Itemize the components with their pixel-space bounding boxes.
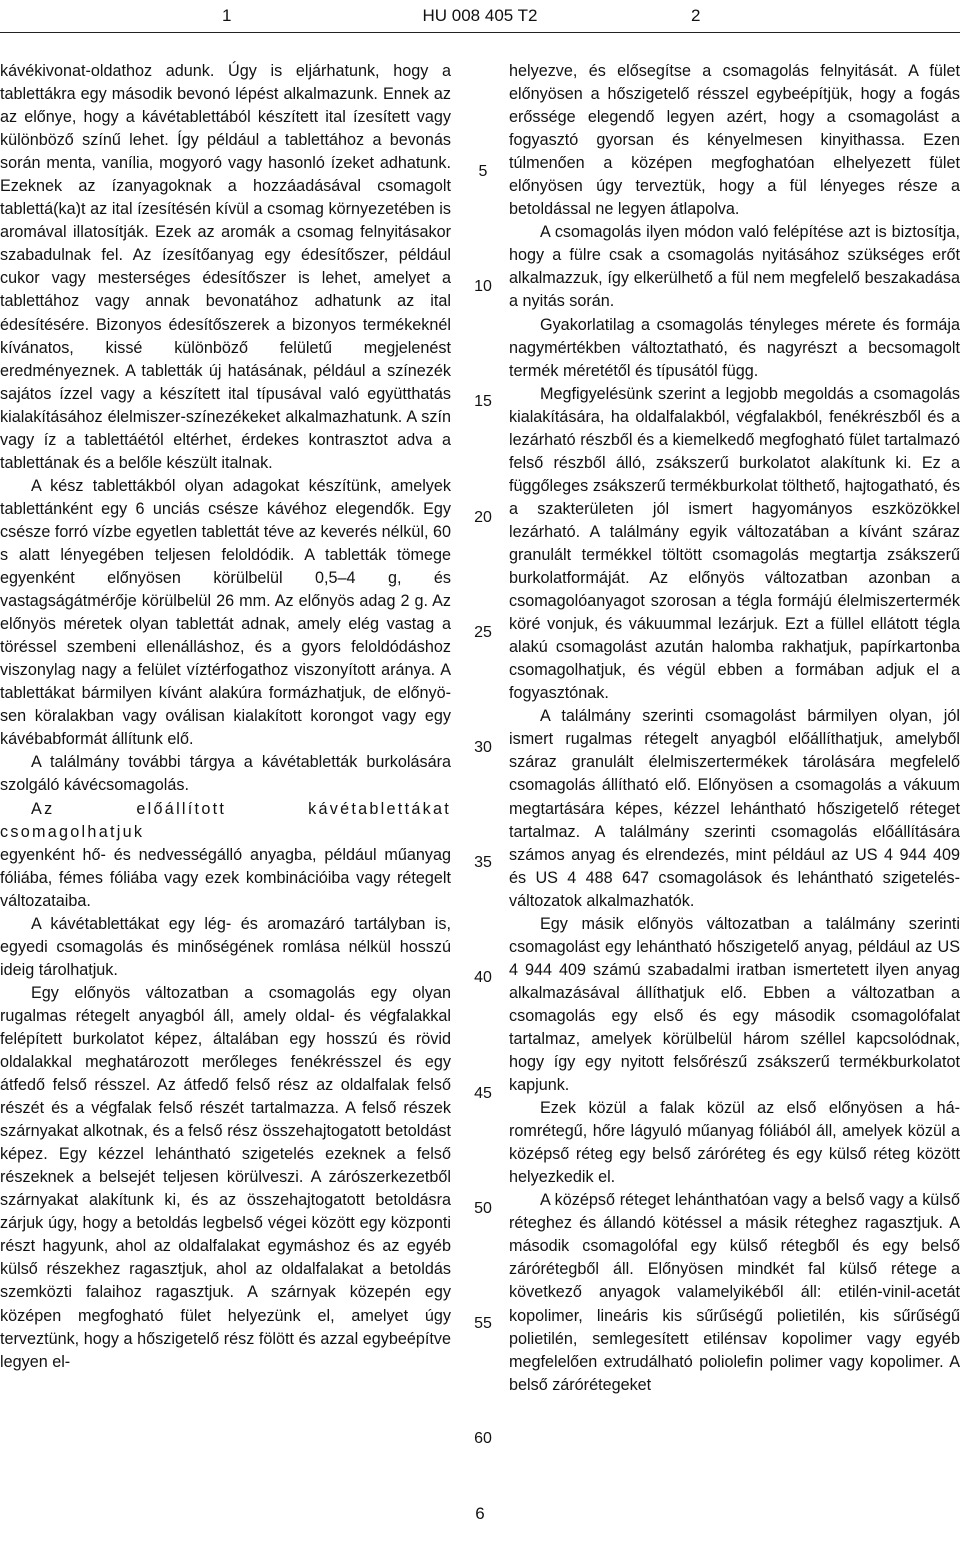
paragraph: helyezve, és elősegítse a csomagolás felnyitását. A fület előnyösen a hőszigetelő résszel egybeépítjük, hogy a fogás erőssége elegendő legyen azért, hogy a csomagolást a fogyasztó gyorsan és kényelmesen kinyithassa. Ezen túlmenően a középen megfoghatóan elhelyezett fület előnyösen úgy terveztük, hogy a fül lényeges része a betoldással ne legyen átlapolva.	[509, 62, 960, 219]
left-text-column	[0, 60, 451, 1374]
line-number: 60	[474, 1430, 492, 1448]
paragraph: A középső réteget lehánthatóan vagy a belső vagy a külső réteghez és állandó kötéssel a másik réteghez ragasztjuk. A második csomagolófal egy külső rétegből és egy belső zárórétegből áll. Előnyösen mindkét fal külső rétege a következő anyagok valamelyikéből áll: etilén-vinil-acetát kopolimer, lineáris kis sűrűségű polietilén, kis sűrűségű polietilén, semlegesített etilénsav kopolimer vagy egyéb megfelelően extrudálható poliolefin polimer vagy kopolimer. A belső zárórétegeket	[509, 1191, 960, 1394]
paragraph: A kávétablettákat egy lég- és aromazáró tartályban is, egyedi csomagolás és minőségének romlása nélkül hosszú ideig tárolhatjuk.	[0, 914, 451, 979]
paragraph: Egy előnyös változatban a csomagolás egy olyan rugalmas rétegelt anyagból áll, amely oldal- és végfalakkal felépített burkolatot képez, általában egy hosszú és rövid oldalakkal meghatározott merőleges fenékrésszel és egy átfedő felső résszel. Az átfedő felső rész az oldalfalak felső részét és a végfalak felső részét tartalmazza. A felső részek szárnyakat alkotnak, és a felső rész összehajtogatott betoldást képez. Egy kézzel lehántható szigetelés ezeknek a felső részeknek a belsejét teljesen körülveszi. A zárószerkezetből szárnyakat alakítunk ki, és az összehajtogatott betoldásra zárjuk úgy, hogy a betoldás legbelső végei között egy központi részt hagyunk, ahol az oldalfalakat egymáshoz és az egyéb külső részekhez ragasztjuk, ahol az oldalfalakat a betoldás szemközti falaihoz ragasztjuk. A szárnyak közepén egy középen megfogható fület helyezünk el, amelyet úgy terveztünk, hogy a hőszigetelő rész fölött és azzal egybeépítve legyen el-	[0, 983, 451, 1371]
line-number: 35	[474, 854, 492, 872]
paragraph: A kész tablettákból olyan adagokat készítünk, amelyek tablettánként egy 6 unciás csésze kávéhoz elegendők. Egy csésze forró vízbe egyetlen tablettát téve az keverés nélkül, 60 s alatt lényegében teljesen feloldódik. A tabletták tömege egyenként előnyösen körülbelül 0,5–4 g, és vastagságátmérője körülbelül 26 mm. Az előnyös adag 2 g. Az előnyös méretek olyan tablettát adnak, amely elég vastag a töréssel szembeni ellenálláshoz, és a gyors feloldódáshoz viszonylag nagy a felület víztérfogathoz viszonyított aránya. A tablettákat bármilyen kívánt alakúra formázhatjuk, de előnyösen köralakban vagy oválisan kialakított korongot vagy egy kávébabformát állítunk elő.	[0, 476, 451, 749]
page-header	[0, 4, 960, 28]
line-number: 20	[474, 508, 492, 526]
paragraph: kávékivonat-oldathoz adunk. Úgy is eljárhatunk, hogy a tablettákra egy második bevonó lépést alkalmazunk. Ennek az az előnye, hogy a kávétablettából készített ital ízesített vagy különböző színű lehet. Így például a tablettához a bevonás során menta, vanília, mogyoró vagy hasonló ízeket adhatunk. Ezeknek az ízanyagoknak a hozzáadásával csomagolt tablettá(ka)t az ital ízesítésén kívül a csomag környezetében is aromával illatosítják. Ezek az aromák a csomag felnyitásakor szabadulnak fel. Az ízesítőanyag egy édesítőszer, például cukor vagy mesterséges édesítőszer is lehet, amelyet a tablettához vagy annak bevonatához adhatunk az ital édesítésére. Bizonyos édesítőszerek a bizonyos termékeknél kívánatos, kissé különböző felületű megjelenést eredményeznek. A tabletták új hatásának, például a színezék sajátos ízzel vagy a készített ital típusával való együtthatás kialakításához élelmiszer-színezékeket alkalmazhatunk. A szín vagy íz a tablettáétól eltérhet, érdekes kontrasztot adva a tablettának és a belőle készült italnak.	[0, 62, 451, 472]
line-number: 55	[474, 1315, 492, 1332]
paragraph: A csomagolás ilyen módon való felépítése azt is biztosítja, hogy a fülre csak a csomagolás nyitásához szükséges erőt alkalmazzuk, így elkerülhető a fül nem megfelelő beszakadása a nyitás során.	[509, 223, 960, 311]
paragraph: Gyakorlatilag a csomagolás tényleges mérete és formája nagymértékben változtatható, és nagyrészt a becsomagolt termék méretétől és típusától függ.	[509, 315, 960, 380]
paragraph: Ezek közül a falak közül az első előnyösen a háromrétegű, hőre lágyuló műanyag fóliából áll, amelyek közül a középső réteg egy belső záróréteg és egy külső réteg között helyezkedik el.	[509, 1099, 960, 1187]
line-number: 45	[474, 1084, 492, 1102]
header-left-page-number: 1	[222, 6, 232, 25]
paragraph: Megfigyelésünk szerint a legjobb megoldás a csomagolás kialakítására, ha oldalfalakból, végfalakból, fenékrészből és a lezárható részből és a kiemelkedő megfogható fület tartalmazó felső részből álló, zsákszerű burkolatot alakítunk ki. Ez a függőleges zsákszerű termékburkolat tölthető, hajtogatható, és a szakterületen jól ismert hagyományos eszközökkel lezárható. A találmány egyik változatában a kívánt száraz granulált termékkel töltött csomagolás megtartja zsákszerű burkolatformáját. Az előnyös változatban azonban a csomagolóanyagot szorosan a tégla formájú élelmiszertermék köré vonjuk, és vákuummal lezárjuk. Ezt a füllel ellátott tégla alakú csomagolást azután halomba rakhatjuk, papírkartonba csomagolhatjuk, és végül ebben a formában adjuk el a fogyasztónak.	[509, 384, 960, 703]
line-number: 15	[474, 393, 492, 411]
line-number: 25	[474, 623, 492, 641]
paragraph: egyenként hő- és nedvességálló anyagba, például műanyag fóliába, fémes fóliába vagy ezek kombinációiba vagy rétegelt változataiba.	[0, 845, 451, 910]
paragraph: A találmány további tárgya a kávétabletták burkolására szolgáló kávécsomagolás.	[0, 753, 451, 795]
paragraph: Egy másik előnyös változatban a találmány szerinti csomagolást egy lehántható hőszigetelő anyag, például az US 4 944 409 számú szabadalmi iratban ismertetett ilyen anyag alkalmazásával állíthatjuk elő. Ebben a változatban a csomagolás egy első és egy második csomagolófalat tartalmaz, amelyek körülbelül három széllel kapcsolódnak, hogy így egy nyitott felsőrészű zsákszerű termékburkolatot kapjunk.	[509, 914, 960, 1095]
header-document-number: HU 008 405 T2	[422, 6, 538, 25]
header-divider	[0, 32, 960, 33]
right-text-column	[509, 60, 960, 1397]
page-number: 6	[475, 1504, 485, 1523]
line-number: 50	[474, 1199, 492, 1217]
header-right-page-number: 2	[691, 6, 701, 25]
paragraph: Az előállított kávétablettákat csomagolhatjuk	[0, 799, 451, 841]
line-number: 40	[474, 969, 492, 987]
line-number: 30	[474, 739, 492, 756]
line-number: 10	[474, 278, 492, 296]
paragraph: A találmány szerinti csomagolást bármilyen olyan, jól ismert rugalmas rétegelt anyagból előállíthatjuk, amelyből száraz granulált élelmiszertermékek tárolására megfelelő csomagolás állítható elő. Előnyösen a csomagolás a vákuum megtartására képes, kézzel lehántható hőszigetelő réteget tartalmaz. A találmány szerinti csomagolás előállítására számos anyag és elrendezés, mint például az US 4 944 409 és US 4 488 647 csomagolások és lehántható szigetelésváltozatok alkalmazhatók.	[509, 707, 960, 910]
line-number: 5	[478, 163, 488, 180]
